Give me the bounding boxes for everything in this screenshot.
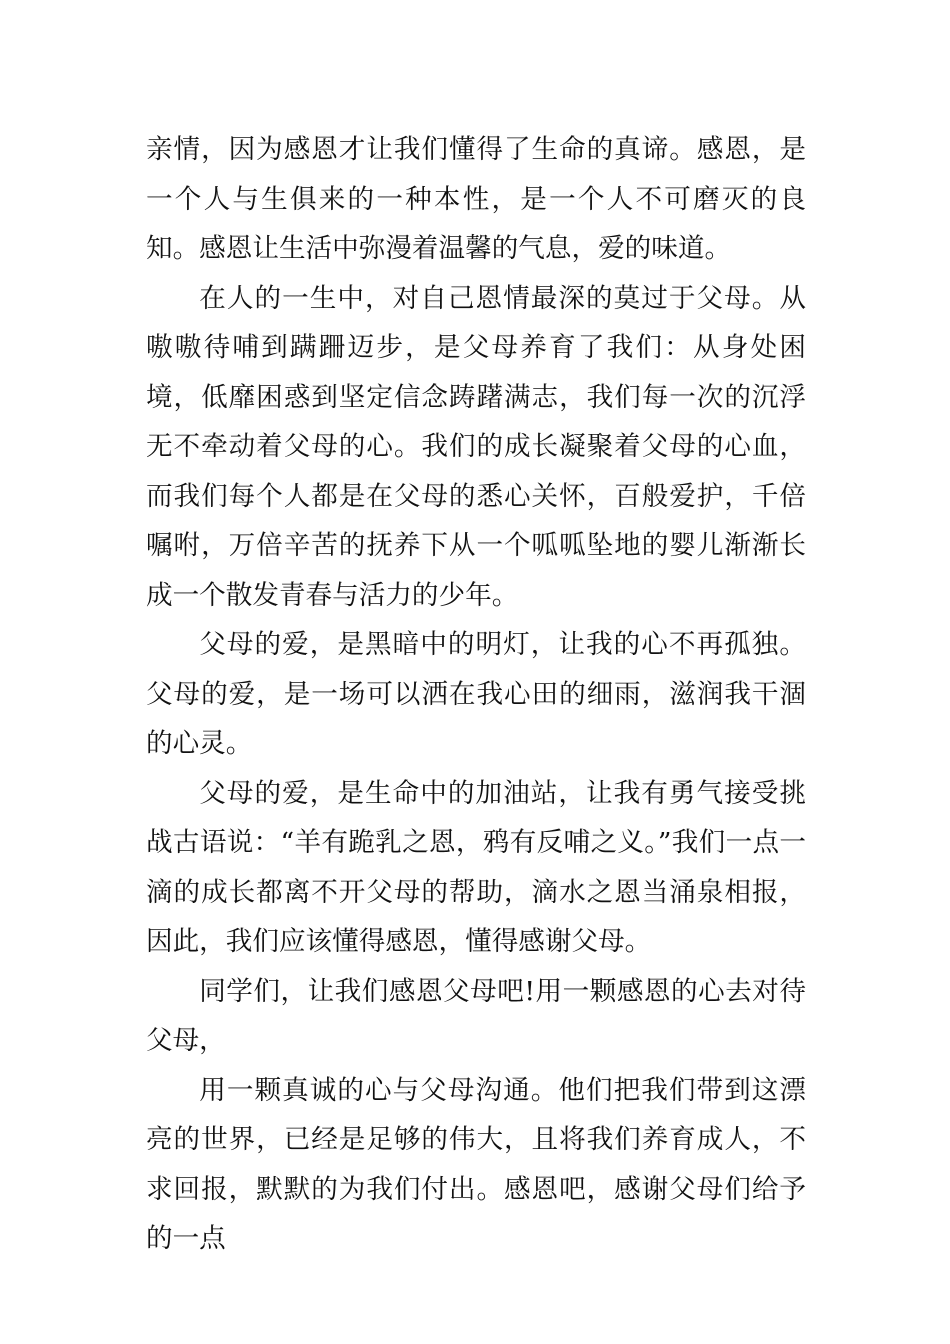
paragraph-6: 用一颗真诚的心与父母沟通。他们把我们带到这漂亮的世界，已经是足够的伟大，且将我们养育成人，不求回报，默默的为我们付出。感恩吧，感谢父母们给予的一点 [146,1074,806,1254]
paragraph-1: 亲情，因为感恩才让我们懂得了生命的真谛。感恩，是一个人与生俱来的一种本性，是一个人不可磨灭的良知。感恩让生活中弥漫着温馨的气息，爱的味道。 [146,134,806,264]
document-body [146,125,806,1264]
paragraph-4: 父母的爱，是生命中的加油站，让我有勇气接受挑战古语说：“羊有跪乳之恩，鸦有反哺之义。”我们一点一滴的成长都离不开父母的帮助，滴水之恩当涌泉相报，因此，我们应该懂得感恩，懂得感谢父母。 [146,777,806,957]
paragraph-3: 父母的爱，是黑暗中的明灯，让我的心不再孤独。父母的爱，是一场可以洒在我心田的细雨，滋润我干涸的心灵。 [146,629,806,759]
paragraph-5: 同学们，让我们感恩父母吧!用一颗感恩的心去对待父母， [146,975,806,1056]
paragraph-2: 在人的一生中，对自己恩情最深的莫过于父母。从嗷嗷待哺到蹒跚迈步，是父母养育了我们：从身处困境，低靡困惑到坚定信念踌躇满志，我们每一次的沉浮无不牵动着父母的心。我们的成长凝聚着父母的心血，而我们每个人都是在父母的悉心关怀，百般爱护，千倍嘱咐，万倍辛苦的抚养下从一个呱呱坠地的婴儿渐渐长成一个散发青春与活力的少年。 [146,282,806,611]
